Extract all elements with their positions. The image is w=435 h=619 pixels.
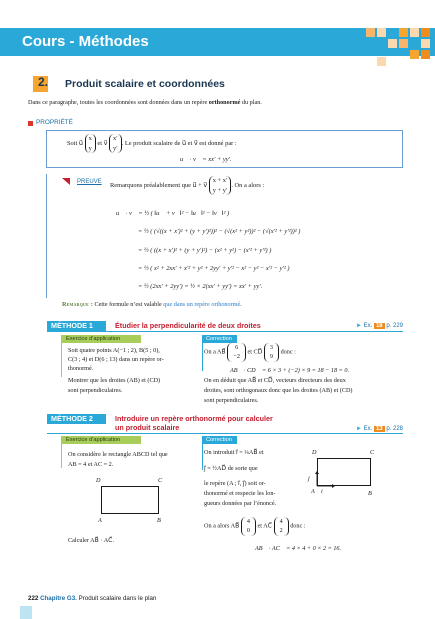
method1-ex-ref[interactable]: ► Ex. 18 p. 229: [356, 323, 404, 329]
method1-correction-rule: [202, 343, 203, 371]
remark-label: Remarque :: [62, 301, 93, 308]
method1-exercise-line-3: thonormé.: [68, 365, 94, 372]
proof-intro: Remarquons préalablement que u⃗ + v⃗ x + x′ y + y′. On a alors :: [110, 177, 265, 194]
sum-coords: x + x′ y + y′: [209, 176, 232, 195]
method2-rule: [47, 433, 403, 434]
method2-corr-line-4: thonormé et respecte les lon-: [204, 490, 276, 497]
property-statement: Soit u⃗ x y et v⃗ x′ y′. Le produit scalaire de u⃗ et v⃗ est donné par :: [67, 135, 237, 152]
page-number: 222: [28, 595, 39, 602]
banner-title: Cours - Méthodes: [22, 33, 149, 50]
property-label: PROPRIÉTÉ: [36, 119, 73, 126]
ac-coords: 4 2: [274, 517, 289, 536]
fig1-label-d: D: [96, 477, 101, 484]
proof-line-1: u⃗ · v⃗ = ½ ( ‖u⃗ + v⃗‖² − ‖u⃗‖² − ‖v⃗‖² ): [116, 210, 230, 217]
method2-title-line-1: Introduire un repère orthonormé pour calculer: [115, 414, 273, 423]
v-coords: x′ y′: [109, 134, 122, 153]
chapter-label: Chapitre G3.: [40, 595, 77, 602]
method1-application-rule: [61, 343, 62, 377]
method2-title-line-2: un produit scalaire: [115, 423, 180, 432]
property-formula: u⃗ · v⃗ = xx′ + yy′.: [180, 156, 232, 163]
method1-correction-tag: Correction: [202, 335, 237, 343]
section-title: Produit scalaire et coordonnées: [65, 78, 225, 90]
u-coords: x y: [85, 134, 96, 153]
method2-correction-tag: Correction: [202, 436, 237, 444]
ab-coords: 6 −2: [227, 343, 246, 362]
method1-conclusion-1: On en déduit que AB⃗ et CD⃗, vecteurs directeurs des deux: [204, 377, 346, 384]
method1-exercise-line-1: Soit quatre points A(−1 ; 2), B(5 ; 0),: [68, 347, 160, 354]
proof-line-3: = ½ ( ((x + x′)² + (y + y′)²) − (x² + y²) − (x′² + y′²) ): [138, 247, 272, 254]
fig1-label-a: A: [98, 517, 102, 524]
fig2-label-j: j⃗: [308, 475, 315, 482]
footer-tab: [20, 606, 32, 619]
footer: [28, 595, 156, 603]
fig1-label-c: C: [158, 477, 163, 484]
ab2-coords: 4 0: [241, 517, 256, 536]
method1-conclusion-2: droites, sont orthogonaux donc que les droites (AB) et (CD): [204, 387, 353, 394]
method2-correction-rule: [202, 444, 203, 470]
section-number: 2.: [38, 75, 49, 89]
banner-decoration: [366, 28, 435, 66]
fig2-label-b: B: [368, 490, 372, 497]
method2-corr-line-5: gueurs données par l’énoncé.: [204, 500, 277, 507]
method1-correction-intro: On a AB⃗ 6 −2 et CD⃗ 3 9 donc :: [204, 344, 296, 361]
method2-exercise-line-1: On considère le rectangle ABCD tel que: [68, 451, 168, 458]
proof-line-4: = ½ ( x² + 2xx′ + x′² + y² + 2yy′ + y′² − x² − y² − x′² − y′² ): [138, 265, 290, 272]
fig1-label-b: B: [157, 517, 161, 524]
cd-coords: 3 9: [264, 343, 279, 362]
method1-number: MÉTHODE 1: [51, 321, 93, 330]
section-intro: Dans ce paragraphe, toutes les coordonnées sont données dans un repère orthonormé du plan.: [28, 99, 262, 106]
method1-conclusion-3: sont perpendiculaires.: [204, 397, 259, 404]
proof-label: PREUVE: [77, 179, 102, 185]
chapter-title: Produit scalaire dans le plan: [78, 595, 157, 602]
method2-correction-coords: On a alors AB⃗ 4 0 et AC⃗ 4 2 donc :: [204, 518, 306, 535]
method1-exercise-line-4: Montrer que les droites (AB) et (CD): [68, 377, 161, 384]
method2-application-rule: [61, 444, 62, 468]
proof-line-2: = ½ ( (√((x + x′)² + (y + y′)²))² − (√(x² + y²))² − (√(x′² + y′²))² ): [138, 228, 301, 235]
method2-ex-ref[interactable]: ► Ex. 13 p. 228: [356, 426, 404, 432]
fig2-label-i: i⃗: [321, 488, 328, 495]
remark: Remarque : Cette formule n’est valable que dans un repère orthonormé.: [62, 301, 242, 308]
proof-flag-icon: [62, 178, 70, 185]
fig1-rectangle: [101, 486, 159, 514]
method2-corr-line-3: le repère (A ; i⃗, j⃗) soit or-: [204, 480, 266, 487]
method1-correction-calc: AB⃗ · CD⃗ = 6 × 3 + (−2) × 9 = 18 − 18 = 0.: [230, 367, 349, 374]
method2-number: MÉTHODE 2: [51, 414, 93, 423]
fig2-label-d: D: [312, 449, 317, 456]
proof-line-5: = ½ (2xx′ + 2yy′) = ½ × 2(xx′ + yy′) = xx′ + yy′.: [138, 283, 263, 290]
method2-application-tag: Exercice d’application: [61, 436, 141, 444]
method1-exercise-line-5: sont perpendiculaires.: [68, 387, 123, 394]
fig2-label-c: C: [370, 449, 375, 456]
method2-exercise-line-2: AB = 4 et AC = 2.: [68, 461, 114, 468]
method2-correction-calc: AB⃗ · AC⃗ = 4 × 4 + 0 × 2 = 16.: [255, 545, 342, 552]
method1-exercise-line-2: C(3 ; 4) et D(6 ; 13) dans un repère or-: [68, 356, 164, 363]
method2-corr-line-2: j⃗ = ½AD⃗ de sorte que: [204, 465, 258, 472]
method2-question: Calculer AB⃗ · AC⃗.: [68, 537, 115, 544]
method1-application-tag: Exercice d’application: [61, 335, 141, 343]
fig2-label-a: A: [311, 488, 315, 495]
method1-rule: [47, 331, 403, 332]
fig2-basis-arrows-icon: [314, 470, 336, 490]
property-marker: [28, 121, 33, 126]
method1-title: Étudier la perpendicularité de deux droites: [115, 321, 261, 330]
method2-corr-line-1: On introduit i⃗ = ¼AB⃗ et: [204, 449, 264, 456]
